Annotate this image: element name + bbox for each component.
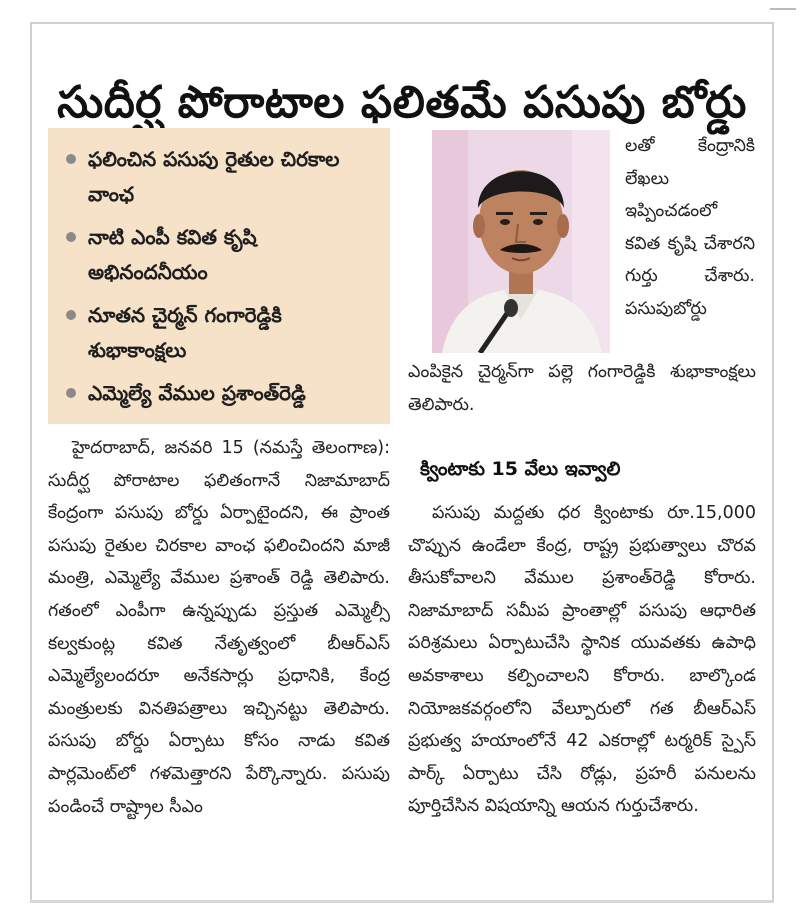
bottom-divider <box>30 900 774 903</box>
highlight-item <box>64 142 378 212</box>
page-corner-mark <box>770 0 796 10</box>
portrait-photo <box>432 130 610 353</box>
portrait-illustration <box>432 130 610 353</box>
highlight-text: ఫలించిన పసుపు రైతుల చిరకాల వాంఛ <box>88 147 340 206</box>
highlights-box <box>48 128 390 424</box>
article-headline: సుదీర్ఘ పోరాటాల ఫలితమే పసుపు బోర్డు <box>57 77 747 129</box>
bullet-icon <box>66 232 76 242</box>
highlight-text: నాటి ఎంపీ కవిత కృషి అభినందనీయం <box>88 225 257 284</box>
bullet-icon <box>66 154 76 164</box>
body-text-right-column: పసుపు మద్దతు ధర క్వింటాకు రూ.15,000 చొప్పున ఉండేలా కేంద్ర, రాష్ట్ర ప్రభుత్వాలు చొరవ తీసుకోవాలని వేముల ప్రశాంత్‌రెడ్డి కోరారు. నిజామాబాద్ సమీప ప్రాంతాల్లో పసుపు ఆధారిత పరిశ్రమలు ఏర్పాటుచేసి స్థానిక యువతకు ఉపాధి అవకాశాలు కల్పించాలని కోరారు. బాల్కొండ నియోజకవర్గంలోని వేల్పూరులో గత బీఆర్ఎస్ ప్రభుత్వ హయాంలోనే 42 ఎకరాల్లో టర్మరిక్ స్పైస్ పార్క్ ఏర్పాటు చేసి రోడ్లు, ప్రహరీ పనులను పూర్తిచేసిన విషయాన్ని ఆయన గుర్తుచేశారు. <box>408 503 756 817</box>
highlight-text: ఎమ్మెల్యే వేముల ప్రశాంత్‌రెడ్డి <box>88 381 306 405</box>
highlights-list <box>64 142 378 411</box>
body-text-photo-continuation: ఎంపికైన చైర్మన్‌గా పల్లె గంగారెడ్డికి శుభాకాంక్షలు తెలిపారు. <box>408 362 756 415</box>
bullet-icon <box>66 388 76 398</box>
bullet-icon <box>66 310 76 320</box>
section-subheading: క్వింటాకు 15 వేలు ఇవ్వాలి <box>420 458 621 480</box>
highlight-item <box>64 298 378 368</box>
highlight-item <box>64 376 378 411</box>
highlight-text: నూతన చైర్మన్ గంగారెడ్డికి శుభాకాంక్షలు <box>88 303 282 362</box>
body-text-photo-wrap: లతో కేంద్రానికి లేఖలు ఇప్పించడంలో కవిత కృషి చేశారని గుర్తు చేశారు. పసుపుబోర్డు <box>625 136 755 319</box>
body-text-left-column: హైదరాబాద్, జనవరి 15 (నమస్తే తెలంగాణ): సుదీర్ఘ పోరాటాల ఫలితంగానే నిజామాబాద్ కేంద్రంగా పసుపు బోర్డు ఏర్పాటైందని, ఈ ప్రాంత పసుపు రైతుల చిరకాల వాంఛ ఫలించిందని మాజీ మంత్రి, ఎమ్మెల్యే వేముల ప్రశాంత్ రెడ్డి తెలిపారు. గతంలో ఎంపీగా ఉన్నప్పుడు ప్రస్తుత ఎమ్మెల్సీ కల్వకుంట్ల కవిత నేతృత్వంలో బీఆర్ఎస్ ఎమ్మెల్యేలందరూ అనేకసార్లు ప్రధానికి, కేంద్ర మంత్రులకు వినతిపత్రాలు ఇచ్చినట్టు తెలిపారు. పసుపు బోర్డు ఏర్పాటు కోసం నాడు కవిత పార్లమెంట్‌లో గళమెత్తారని పేర్కొన్నారు. పసుపు పండించే రాష్ట్రాల సీఎం <box>48 438 390 817</box>
highlight-item <box>64 220 378 290</box>
